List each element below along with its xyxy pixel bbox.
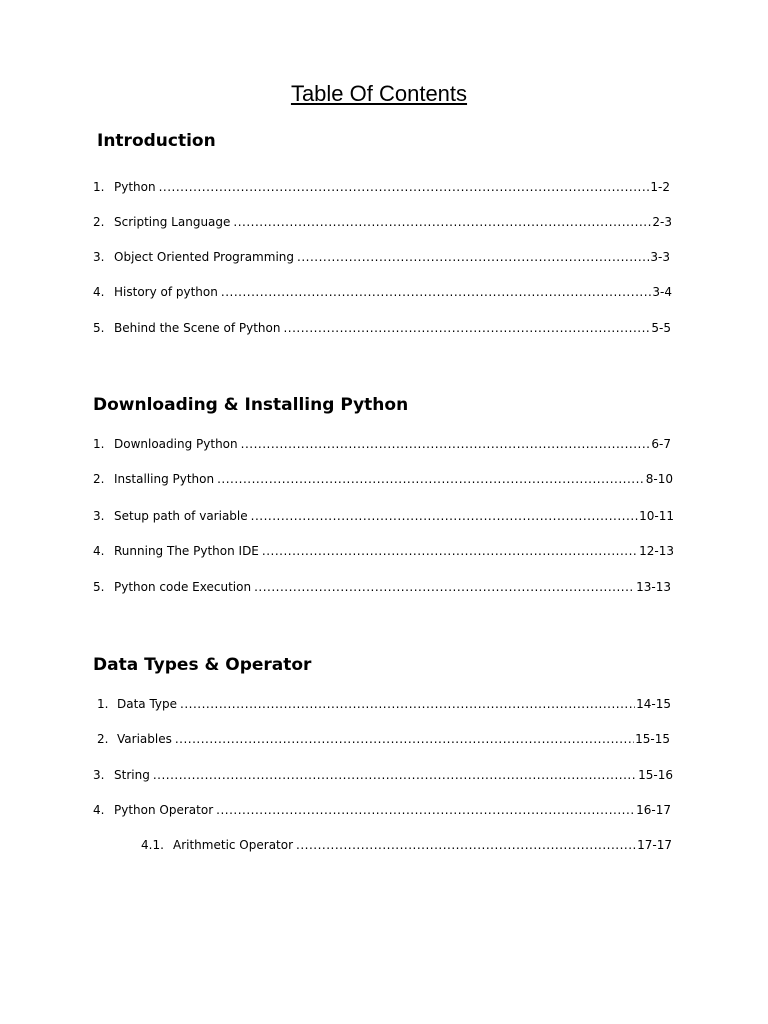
toc-entry-pages: 15-15 <box>635 732 670 746</box>
dot-leader <box>251 508 638 524</box>
dot-leader <box>159 179 650 195</box>
toc-entry-number: 4.1. <box>141 838 164 852</box>
toc-entry[interactable] <box>97 731 670 747</box>
dot-leader <box>283 320 650 336</box>
toc-entry-number: 2. <box>93 215 105 229</box>
toc-entry[interactable] <box>93 179 670 195</box>
toc-entry[interactable] <box>93 436 671 452</box>
toc-entry-pages: 12-13 <box>639 544 674 558</box>
toc-entry-label: Data Type <box>117 697 178 711</box>
toc-entry[interactable] <box>93 767 673 783</box>
toc-entry[interactable] <box>93 249 670 265</box>
toc-entry-label: Python Operator <box>114 803 214 817</box>
toc-entry-pages: 15-16 <box>638 768 673 782</box>
dot-leader <box>254 579 635 595</box>
toc-entry-label: String <box>114 768 150 782</box>
toc-entry-number: 4. <box>93 285 105 299</box>
toc-entry-pages: 14-15 <box>636 697 671 711</box>
toc-entry[interactable] <box>93 471 673 487</box>
dot-leader <box>221 284 652 300</box>
section-heading-downloading-installing: Downloading & Installing Python <box>93 395 409 415</box>
toc-entry-pages: 2-3 <box>652 215 672 229</box>
toc-entry-label: Arithmetic Operator <box>173 838 294 852</box>
dot-leader <box>233 214 651 230</box>
dot-leader <box>217 471 645 487</box>
section-heading-introduction: Introduction <box>97 131 216 151</box>
toc-entry-pages: 8-10 <box>645 472 673 486</box>
section-heading-data-types-operator: Data Types & Operator <box>93 655 312 675</box>
toc-entry-label: Scripting Language <box>114 215 231 229</box>
dot-leader <box>153 767 637 783</box>
toc-entry-label: History of python <box>114 285 218 299</box>
toc-entry[interactable] <box>93 802 671 818</box>
toc-entry-number: 1. <box>93 180 105 194</box>
toc-entry[interactable] <box>93 543 674 559</box>
toc-entry-label: Behind the Scene of Python <box>114 321 281 335</box>
dot-leader <box>175 731 634 747</box>
toc-entry-pages: 16-17 <box>636 803 671 817</box>
toc-entry-number: 1. <box>93 437 105 451</box>
toc-entry-label: Python code Execution <box>114 580 252 594</box>
toc-entry-label: Downloading Python <box>114 437 238 451</box>
toc-entry-pages: 1-2 <box>650 180 670 194</box>
toc-entry-label: Variables <box>117 732 172 746</box>
toc-entry-number: 3. <box>93 509 105 523</box>
toc-entry-label: Python <box>114 180 156 194</box>
dot-leader <box>216 802 635 818</box>
toc-entry-number: 3. <box>93 250 105 264</box>
toc-entry-pages: 13-13 <box>636 580 671 594</box>
toc-entry-label: Setup path of variable <box>114 509 248 523</box>
toc-entry-number: 2. <box>97 732 109 746</box>
toc-entry-pages: 6-7 <box>651 437 671 451</box>
dot-leader <box>262 543 638 559</box>
toc-entry[interactable] <box>93 320 671 336</box>
toc-entry[interactable] <box>93 214 672 230</box>
toc-entry-pages: 5-5 <box>651 321 671 335</box>
page-title: Table Of Contents <box>290 81 468 106</box>
toc-entry-number: 1. <box>97 697 109 711</box>
toc-entry-pages: 3-3 <box>650 250 670 264</box>
dot-leader <box>296 837 636 853</box>
toc-entry-label: Installing Python <box>114 472 215 486</box>
toc-entry-pages: 3-4 <box>652 285 672 299</box>
toc-entry-pages: 17-17 <box>637 838 672 852</box>
toc-entry-number: 2. <box>93 472 105 486</box>
toc-entry[interactable] <box>93 284 672 300</box>
toc-entry[interactable] <box>93 508 674 524</box>
toc-entry[interactable] <box>97 696 671 712</box>
dot-leader <box>180 696 635 712</box>
toc-entry-pages: 10-11 <box>639 509 674 523</box>
dot-leader <box>297 249 649 265</box>
toc-entry-number: 5. <box>93 321 105 335</box>
toc-entry-label: Running The Python IDE <box>114 544 259 558</box>
toc-entry-number: 4. <box>93 803 105 817</box>
dot-leader <box>241 436 651 452</box>
toc-entry[interactable] <box>93 579 671 595</box>
toc-entry-number: 3. <box>93 768 105 782</box>
toc-entry-number: 5. <box>93 580 105 594</box>
toc-entry-number: 4. <box>93 544 105 558</box>
toc-subentry[interactable] <box>141 837 672 853</box>
toc-entry-label: Object Oriented Programming <box>114 250 294 264</box>
